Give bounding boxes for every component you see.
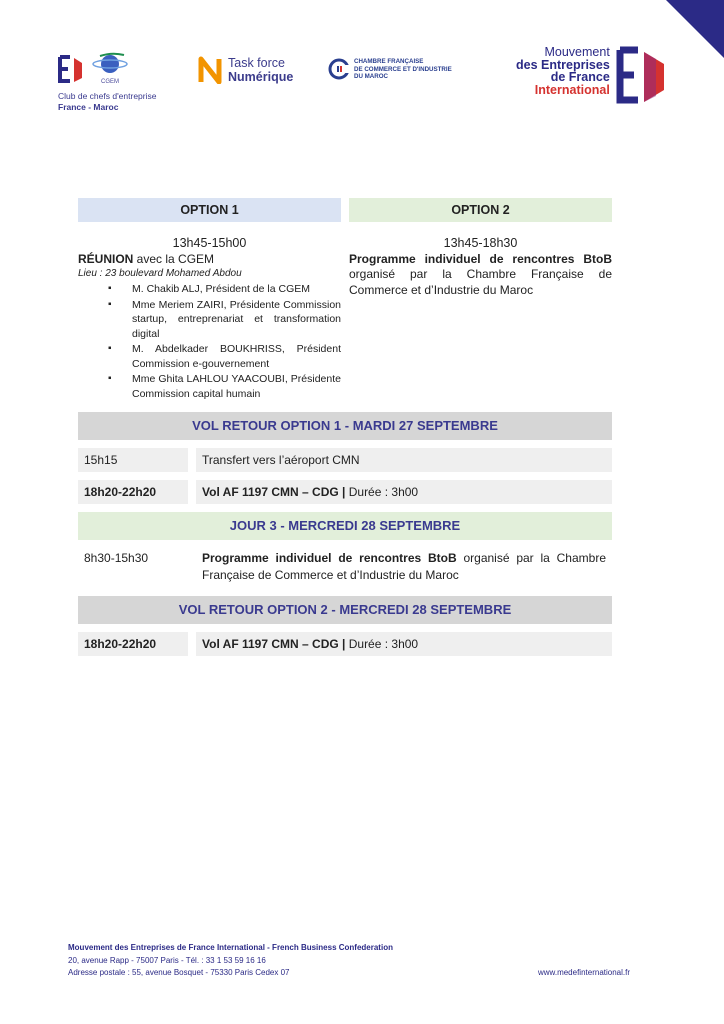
medef-line3: de France (550, 70, 610, 84)
option2-column (349, 236, 612, 402)
list-item: ▪ M. Chakib ALJ, Président de la CGEM (108, 282, 341, 297)
medef-e-logo-icon (616, 46, 668, 104)
medef-logo (516, 46, 668, 104)
option1-column (78, 236, 341, 402)
option1-lieu: Lieu : 23 boulevard Mohamed Abdou (78, 268, 242, 279)
footer (68, 942, 630, 980)
row-time: 15h15 (78, 448, 188, 472)
taskforce-n-icon (198, 56, 224, 84)
list-item: ▪ Mme Meriem ZAIRI, Présidente Commission startup, entreprenariat et transformation digital (108, 298, 341, 342)
footer-website-link[interactable]: www.medefinternational.fr (537, 968, 630, 977)
medef-line4: International (534, 82, 610, 97)
program-table (78, 198, 612, 656)
jour3-band: JOUR 3 - MERCREDI 28 SEPTEMBRE (78, 512, 612, 540)
option2-text-rest: organisé par la Chambre Française de Commerce et d’Industrie du Maroc (349, 267, 612, 297)
chambre-line1: CHAMBRE FRANÇAISE (354, 58, 424, 65)
vol-retour-1-band: VOL RETOUR OPTION 1 - MARDI 27 SEPTEMBRE (78, 412, 612, 440)
table-row (78, 632, 612, 656)
vol-retour-2-band: VOL RETOUR OPTION 2 - MERCREDI 28 SEPTEMBRE (78, 596, 612, 624)
option1-title-bold: RÉUNION (78, 251, 134, 266)
option1-people-list (108, 282, 341, 401)
footer-postal: Adresse postale : 55, avenue Bosquet - 75330 Paris Cedex 07 (68, 968, 290, 977)
option1-title-rest: avec la CGEM (133, 251, 215, 266)
row-flight: Vol AF 1197 CMN – CDG | (202, 637, 346, 651)
jour3-text-bold: Programme individuel de rencontres BtoB (202, 551, 457, 565)
club-caption-line2: France - Maroc (58, 102, 119, 112)
row-time: 18h20-22h20 (84, 637, 157, 651)
list-item: ▪ Mme Ghita LAHLOU YAACOUBI, Présidente Commission capital humain (108, 372, 341, 401)
chambre-line2: DE COMMERCE ET D'INDUSTRIE (354, 65, 452, 73)
taskforce-line2: Numérique (228, 70, 294, 84)
club-logo (58, 52, 157, 113)
footer-name: Mouvement des Entreprises de France International - French Business Confederation (68, 943, 393, 952)
option1-header: OPTION 1 (78, 198, 341, 222)
option2-text-bold: Programme individuel de rencontres BtoB (349, 251, 612, 266)
corner-triangle (666, 0, 724, 58)
row-time: 18h20-22h20 (84, 485, 157, 499)
cgem-label: CGEM (101, 79, 119, 85)
club-caption-line1: Club de chefs d'entreprise (58, 91, 157, 101)
row-desc: Transfert vers l’aéroport CMN (196, 448, 612, 472)
chambre-logo (328, 58, 452, 81)
option2-header: OPTION 2 (349, 198, 612, 222)
taskforce-logo (198, 56, 293, 84)
row-duration: Durée : 3h00 (345, 637, 419, 651)
option2-time: 13h45-18h30 (443, 236, 518, 250)
medef-line1: Mouvement (544, 45, 610, 59)
row-flight: Vol AF 1197 CMN – CDG | (202, 485, 346, 499)
cgem-globe-icon (92, 52, 128, 74)
club-e-logo-icon (58, 54, 84, 84)
medef-line2: des Entreprises (516, 57, 610, 72)
list-item: ▪ M. Abdelkader BOUKHRISS, Président Commission e-gouvernement (108, 342, 341, 371)
table-row (78, 480, 612, 504)
chambre-c-icon (328, 58, 350, 80)
row-duration: Durée : 3h00 (345, 485, 419, 499)
chambre-line3: DU MAROC (354, 73, 389, 80)
footer-address: 20, avenue Rapp - 75007 Paris - Tél. : 33 1 53 59 16 16 (68, 955, 266, 965)
option1-time: 13h45-15h00 (172, 236, 247, 250)
table-row (78, 448, 612, 472)
taskforce-line1: Task force (228, 56, 285, 70)
jour3-text-rest: organisé par la Chambre Française de Commerce et d’Industrie du Maroc (202, 551, 606, 582)
table-row (78, 550, 612, 584)
row-time: 8h30-15h30 (84, 551, 149, 565)
